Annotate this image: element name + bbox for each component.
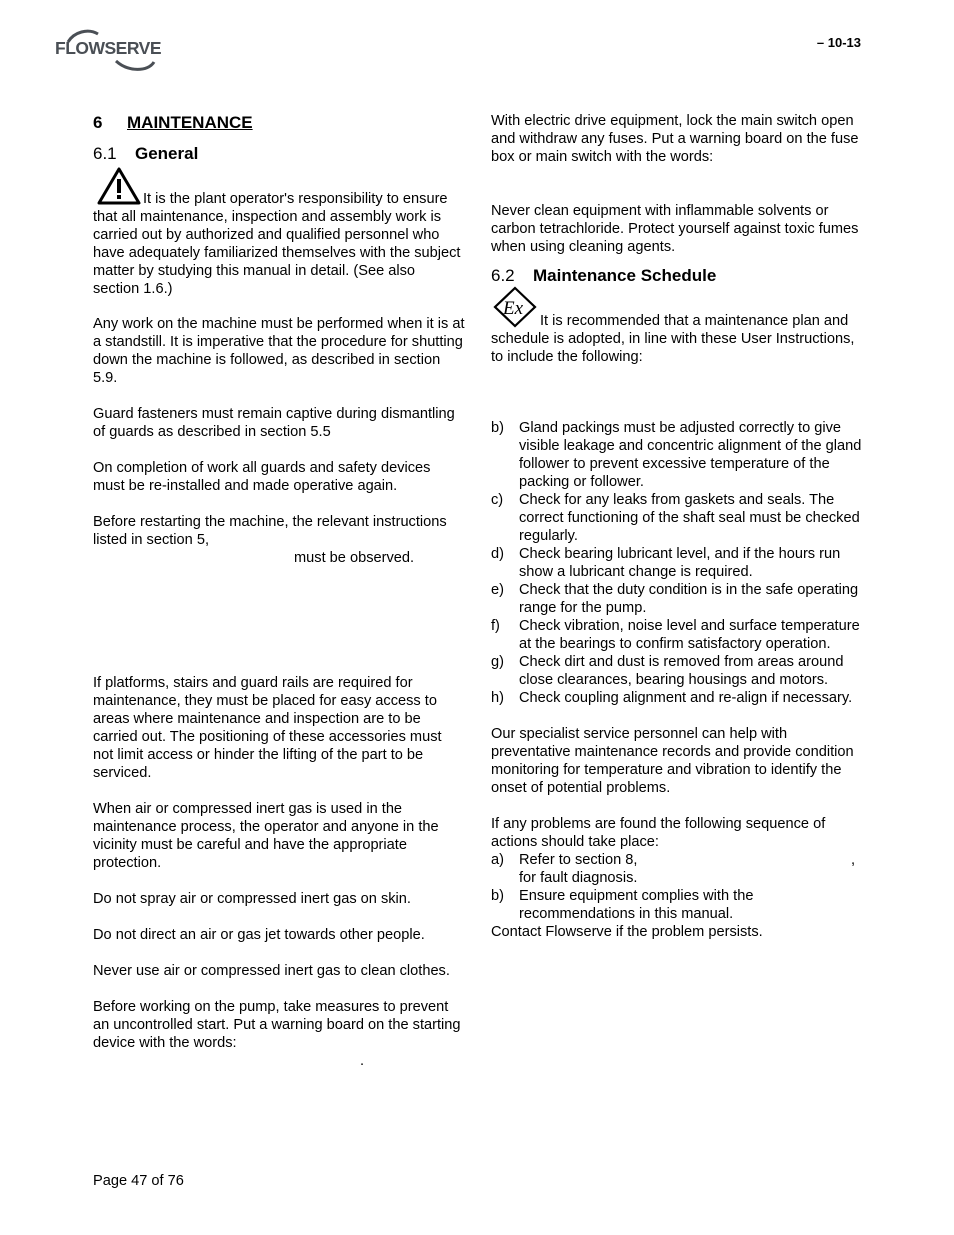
- subsection-heading-schedule: [491, 266, 863, 286]
- electric-drive-text: With electric drive equipment, lock the main switch open and withdraw any fuses. Put a warning board on the fuse box or main switch with the words:: [491, 113, 859, 165]
- no-clean-clothes-text: Never use air or compressed inert gas to clean clothes.: [93, 963, 450, 979]
- list-item-text: Check vibration, noise level and surface temperature at the bearings to confirm satisfactory operation.: [519, 618, 860, 652]
- list-item: [491, 581, 863, 617]
- list-item-text: Ensure equipment complies with the recommendations in this manual.: [519, 888, 754, 922]
- inflammable-solvents-text: Never clean equipment with inflammable solvents or carbon tetrachloride. Protect yourself against toxic fumes when using cleaning agents.: [491, 203, 859, 255]
- list-item-label: b): [491, 888, 504, 904]
- page-number: Page 47 of 76: [93, 1173, 184, 1189]
- general-paragraphs: [93, 315, 465, 567]
- section-title: MAINTENANCE: [127, 113, 253, 132]
- subsection-general: [93, 144, 465, 164]
- list-item-text: Check coupling alignment and re-align if necessary.: [519, 690, 853, 706]
- schedule-intro-text: It is recommended that a maintenance plan and schedule is adopted, in line with these User Instructions, to include the following:: [491, 313, 855, 365]
- list-item: [491, 545, 863, 581]
- standstill-text: Any work on the machine must be performed when it is at a standstill. It is imperative that the procedure for shutting down the machine is followed, as described in section 5.9.: [93, 316, 465, 386]
- list-item: [491, 851, 863, 887]
- schedule-intro: [491, 312, 863, 366]
- left-column: [93, 113, 465, 133]
- uncontrolled-start-text: Before working on the pump, take measures to prevent an uncontrolled start. Put a warning board on the starting device with the words:: [93, 999, 461, 1051]
- section-heading-maintenance: [93, 113, 465, 133]
- right-intro: [491, 112, 863, 256]
- svg-text:Ex: Ex: [503, 298, 524, 319]
- list-item-label: d): [491, 546, 504, 562]
- restart-observed-text: must be observed.: [294, 550, 415, 566]
- list-item-text: Refer to section 8,: [519, 852, 638, 868]
- no-spray-skin-text: Do not spray air or compressed inert gas on skin.: [93, 891, 411, 907]
- list-item-text: Check dirt and dust is removed from areas around close clearances, bearing housings and motors.: [519, 654, 844, 688]
- warning-board-period: .: [360, 1053, 365, 1069]
- problems-intro-text: If any problems are found the following sequence of actions should take place:: [491, 816, 826, 850]
- no-jet-people-text: Do not direct an air or gas jet towards other people.: [93, 927, 425, 943]
- list-item-label: b): [491, 420, 504, 436]
- logo-text: FLOWSERVE: [55, 38, 162, 58]
- list-item: [491, 887, 863, 923]
- list-item-comma: ,: [850, 852, 855, 868]
- list-item: [491, 491, 863, 545]
- list-item-label: h): [491, 690, 504, 706]
- flowserve-logo: [54, 28, 164, 74]
- list-item: [491, 689, 863, 707]
- subsection-title: General: [135, 144, 199, 163]
- list-item-label: f): [491, 618, 500, 634]
- document-reference: – 10-13: [816, 35, 861, 50]
- restart-instructions-text: Before restarting the machine, the relevant instructions listed in section 5,: [93, 514, 447, 548]
- list-item-text: Check that the duty condition is in the safe operating range for the pump.: [519, 582, 859, 616]
- contact-flowserve-text: Contact Flowserve if the problem persists.: [491, 924, 763, 940]
- service-personnel-text: Our specialist service personnel can help with preventative maintenance records and provide condition monitoring for temperature and vibration to identify the onset of potential problems.: [491, 726, 854, 796]
- list-item-text: for fault diagnosis.: [519, 870, 638, 886]
- subsection-number: 6.1: [93, 144, 117, 163]
- section-number: 6: [93, 113, 103, 132]
- list-item-label: g): [491, 654, 504, 670]
- guards-reinstall-text: On completion of work all guards and safety devices must be re-installed and made operative again.: [93, 460, 431, 494]
- subsection-number: 6.2: [491, 266, 515, 285]
- safety-paragraphs: [93, 674, 465, 1070]
- responsibility-text: It is the plant operator's responsibility to ensure that all maintenance, inspection and assembly work is carried out by authorized and qualified personnel who have adequately familiarized themselves with the subject matter by studying this manual in detail. (See also section 1.6.): [93, 191, 461, 297]
- schedule-list: [491, 419, 863, 941]
- list-item-label: a): [491, 852, 504, 868]
- list-item-label: c): [491, 492, 504, 508]
- subsection-heading-general: [93, 144, 465, 164]
- list-item-text: Gland packings must be adjusted correctly to give visible leakage and concentric alignment of the gland follower to prevent excessive temperature of the packing or follower.: [519, 420, 862, 490]
- list-item: [491, 419, 863, 491]
- list-item: [491, 653, 863, 689]
- list-item-text: Check for any leaks from gaskets and seals. The correct functioning of the shaft seal must be checked regularly.: [519, 492, 860, 544]
- list-item-text: Check bearing lubricant level, and if the hours run show a lubricant change is required.: [519, 546, 841, 580]
- list-item: [491, 617, 863, 653]
- platforms-text: If platforms, stairs and guard rails are required for maintenance, they must be placed for easy access to areas where maintenance and inspection are to be carried out. The positioning of these accessories must not limit access or hinder the lifting of the part to be serviced.: [93, 675, 442, 781]
- subsection-title: Maintenance Schedule: [533, 266, 717, 285]
- list-item-label: e): [491, 582, 504, 598]
- general-paragraph-1: [93, 190, 465, 298]
- guard-fasteners-text: Guard fasteners must remain captive during dismantling of guards as described in section 5.5: [93, 406, 455, 440]
- subsection-maintenance-schedule: [491, 266, 863, 286]
- compressed-air-text: When air or compressed inert gas is used in the maintenance process, the operator and anyone in the vicinity must be careful and have the appropriate protection.: [93, 801, 439, 871]
